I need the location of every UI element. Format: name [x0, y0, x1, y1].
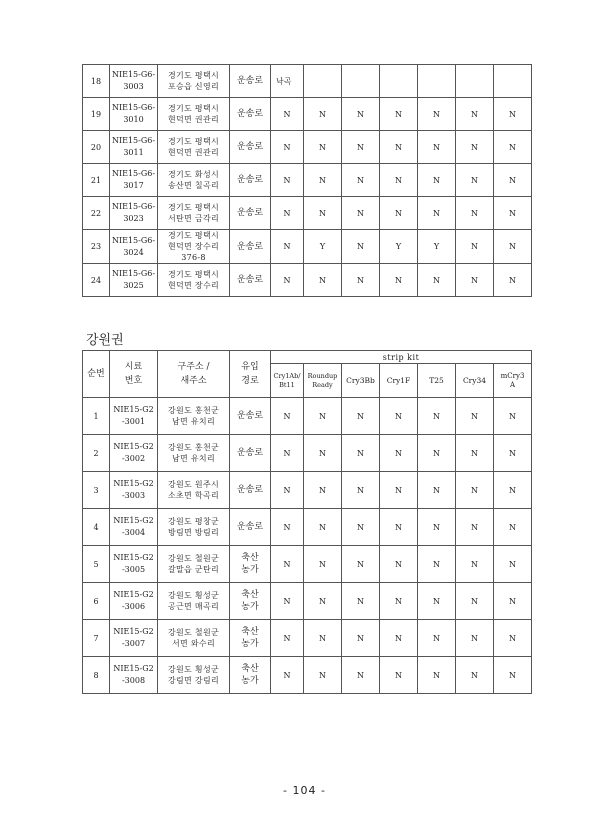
result-cell: N: [380, 583, 418, 620]
sample-code-line: NIE15-G6-: [111, 202, 156, 211]
sample-code-cell: [110, 98, 158, 131]
header-sample-number: [110, 351, 158, 398]
address-cell: [158, 546, 230, 583]
result-cell: N: [271, 657, 304, 694]
sample-code-line: -3002: [121, 454, 146, 463]
inflow-path-line: 운송로: [236, 76, 264, 86]
address-line: 경기도 화성시: [167, 170, 219, 179]
result-cell: N: [418, 509, 456, 546]
kit-column-header: [304, 364, 342, 398]
result-cell: N: [418, 583, 456, 620]
result-cell: N: [418, 131, 456, 164]
row-number: 8: [83, 657, 110, 694]
result-cell: N: [304, 131, 342, 164]
result-cell: N: [418, 264, 456, 297]
address-line: 남면 유치리: [172, 417, 215, 426]
result-cell: N: [304, 264, 342, 297]
result-cell: N: [271, 583, 304, 620]
sample-code-line: -3003: [121, 491, 146, 500]
kit-column-header: [418, 364, 456, 398]
header-strip-kit: strip kit: [271, 351, 532, 364]
result-cell: N: [494, 230, 532, 264]
result-cell: N: [380, 197, 418, 230]
header-path-line: 유입: [241, 362, 259, 372]
address-line: 경기도 평택시: [167, 270, 219, 279]
sample-code-line: 3003: [123, 82, 144, 91]
address-line: 현덕면 장수리: [167, 281, 219, 290]
address-line: 강원도 홍천군: [167, 406, 219, 415]
sample-code-line: NIE15-G6-: [111, 269, 156, 278]
table-row: [83, 657, 532, 694]
result-cell: N: [494, 197, 532, 230]
result-cell: N: [456, 509, 494, 546]
inflow-path-line: 운송로: [236, 175, 264, 185]
result-cell: N: [456, 472, 494, 509]
inflow-path-cell: [230, 264, 271, 297]
address-line: 강원도 횡성군: [167, 591, 219, 600]
result-cell: N: [380, 472, 418, 509]
sample-code-line: NIE15-G2: [113, 664, 154, 673]
result-cell: N: [456, 98, 494, 131]
row-number: 7: [83, 620, 110, 657]
kit-column-line: A: [510, 380, 516, 389]
row-number: 3: [83, 472, 110, 509]
header-order: 순번: [83, 351, 110, 398]
kit-column-line: Cry3Bb: [346, 376, 375, 385]
address-line: 현덕면 권관리: [167, 115, 219, 124]
result-cell: Y: [304, 230, 342, 264]
table-row: [83, 197, 532, 230]
inflow-path-cell: [230, 472, 271, 509]
result-cell: N: [380, 264, 418, 297]
inflow-path-line: 운송로: [236, 208, 264, 218]
inflow-path-line: 축산: [241, 553, 259, 563]
address-cell: [158, 472, 230, 509]
sample-code-cell: [110, 131, 158, 164]
table-row: [83, 264, 532, 297]
result-cell: N: [494, 435, 532, 472]
result-cell: N: [271, 197, 304, 230]
result-cell: N: [380, 98, 418, 131]
result-cell: N: [418, 620, 456, 657]
header-path-line: 경로: [241, 376, 259, 386]
result-cell: N: [456, 131, 494, 164]
inflow-path-line: 농가: [241, 565, 259, 575]
result-cell: N: [342, 435, 380, 472]
gangwon-table-body: [83, 398, 532, 694]
gangwon-table-header: [83, 351, 532, 398]
inflow-path-line: 운송로: [236, 275, 264, 285]
inflow-path-line: 축산: [241, 627, 259, 637]
address-line: 강원도 철원군: [167, 554, 219, 563]
result-cell: N: [271, 620, 304, 657]
address-line: 방림면 방림리: [167, 528, 219, 537]
result-cell: N: [494, 583, 532, 620]
result-cell: N: [418, 197, 456, 230]
table-row: [83, 472, 532, 509]
kit-column-line: Cry34: [462, 376, 487, 385]
result-cell: N: [418, 657, 456, 694]
result-cell: N: [380, 657, 418, 694]
sample-code-line: NIE15-G2: [113, 442, 154, 451]
sample-code-line: 3023: [123, 214, 144, 223]
address-line: 경기도 평택시: [167, 71, 219, 80]
result-cell: Y: [380, 230, 418, 264]
result-cell: N: [380, 620, 418, 657]
result-cell: N: [342, 164, 380, 197]
address-line: 강림면 강림리: [167, 676, 219, 685]
result-cell: N: [456, 264, 494, 297]
result-cell: [380, 65, 418, 98]
address-line: 현덕면 권관리: [167, 148, 219, 157]
sample-code-line: NIE15-G2: [113, 553, 154, 562]
result-cell: N: [494, 264, 532, 297]
result-cell: N: [304, 435, 342, 472]
sample-code-cell: [110, 472, 158, 509]
result-cell: N: [456, 435, 494, 472]
kit-column-line: Ready: [312, 380, 333, 389]
result-cell: 낙곡: [271, 65, 304, 98]
address-line: 서탄면 금각리: [167, 214, 219, 223]
inflow-path-line: 운송로: [236, 485, 264, 495]
sample-code-cell: [110, 164, 158, 197]
row-number: 18: [83, 65, 110, 98]
result-cell: N: [380, 509, 418, 546]
header-address: [158, 351, 230, 398]
address-line: 서면 와수리: [172, 639, 215, 648]
result-cell: N: [271, 546, 304, 583]
sample-code-line: -3007: [121, 639, 146, 648]
result-cell: N: [271, 230, 304, 264]
address-cell: [158, 435, 230, 472]
address-line: 376-8: [181, 253, 206, 262]
kit-column-line: Cry1Ab/: [273, 371, 301, 380]
result-cell: N: [304, 620, 342, 657]
result-cell: [342, 65, 380, 98]
kit-column-header: [494, 364, 532, 398]
address-line: 강원도 원주시: [167, 480, 219, 489]
row-number: 4: [83, 509, 110, 546]
result-cell: N: [494, 472, 532, 509]
table-row: [83, 65, 532, 98]
row-number: 2: [83, 435, 110, 472]
address-cell: [158, 398, 230, 435]
inflow-path-cell: [230, 509, 271, 546]
result-cell: N: [380, 435, 418, 472]
address-line: 현덕면 장수리: [167, 242, 219, 251]
result-cell: N: [418, 435, 456, 472]
result-cell: N: [271, 509, 304, 546]
address-line: 경기도 평택시: [167, 203, 219, 212]
kit-column-line: T25: [429, 376, 444, 385]
address-cell: [158, 264, 230, 297]
result-cell: N: [456, 230, 494, 264]
result-cell: N: [494, 131, 532, 164]
result-cell: N: [456, 398, 494, 435]
sample-code-cell: [110, 65, 158, 98]
sample-code-line: NIE15-G2: [113, 405, 154, 414]
result-cell: N: [380, 398, 418, 435]
inflow-path-line: 운송로: [236, 411, 264, 421]
result-cell: N: [304, 398, 342, 435]
address-line: 경기도 평택시: [167, 137, 219, 146]
result-cell: N: [456, 164, 494, 197]
inflow-path-cell: [230, 657, 271, 694]
kit-column-header: [342, 364, 380, 398]
sample-code-line: 3024: [123, 247, 144, 257]
row-number: 19: [83, 98, 110, 131]
result-cell: N: [494, 657, 532, 694]
result-cell: N: [418, 546, 456, 583]
sample-code-cell: [110, 197, 158, 230]
result-cell: N: [271, 472, 304, 509]
table-row: [83, 131, 532, 164]
inflow-path-cell: [230, 620, 271, 657]
gyeonggi-results-table: [82, 64, 532, 297]
inflow-path-line: 운송로: [236, 522, 264, 532]
inflow-path-cell: [230, 65, 271, 98]
inflow-path-cell: [230, 435, 271, 472]
inflow-path-line: 운송로: [236, 448, 264, 458]
inflow-path-line: 운송로: [236, 109, 264, 119]
address-line: 강원도 철원군: [167, 628, 219, 637]
address-line: 갈말읍 군탄리: [167, 565, 219, 574]
kit-column-line: Bt11: [279, 380, 295, 389]
sample-code-line: -3008: [121, 676, 146, 685]
sample-code-cell: [110, 620, 158, 657]
result-cell: N: [418, 398, 456, 435]
address-cell: [158, 657, 230, 694]
result-cell: N: [342, 620, 380, 657]
result-cell: [456, 65, 494, 98]
sample-code-line: 3017: [123, 181, 144, 190]
result-cell: N: [342, 583, 380, 620]
result-cell: N: [342, 472, 380, 509]
table-row: [83, 164, 532, 197]
result-cell: N: [456, 583, 494, 620]
result-cell: N: [271, 164, 304, 197]
sample-code-line: NIE15-G2: [113, 590, 154, 599]
address-cell: [158, 98, 230, 131]
result-cell: N: [271, 435, 304, 472]
sample-code-cell: [110, 509, 158, 546]
result-cell: N: [304, 472, 342, 509]
sample-code-cell: [110, 546, 158, 583]
result-cell: N: [494, 98, 532, 131]
inflow-path-line: 축산: [241, 664, 259, 674]
table-row: [83, 230, 532, 264]
inflow-path-cell: [230, 197, 271, 230]
address-line: 경기도 평택시: [167, 231, 219, 240]
inflow-path-line: 운송로: [236, 241, 264, 252]
sample-code-cell: [110, 583, 158, 620]
section-title: 강원권: [86, 333, 124, 348]
inflow-path-cell: [230, 98, 271, 131]
address-cell: [158, 583, 230, 620]
result-cell: N: [456, 620, 494, 657]
table-row: [83, 620, 532, 657]
result-cell: N: [456, 546, 494, 583]
table-row: [83, 398, 532, 435]
kit-column-header: [380, 364, 418, 398]
address-cell: [158, 509, 230, 546]
result-cell: N: [304, 164, 342, 197]
result-cell: N: [494, 164, 532, 197]
address-line: 송산면 칠곡리: [167, 181, 219, 190]
result-cell: N: [304, 197, 342, 230]
sample-code-cell: [110, 264, 158, 297]
result-cell: N: [494, 546, 532, 583]
result-cell: N: [342, 98, 380, 131]
address-line: 포승읍 신영리: [167, 82, 219, 91]
row-number: 5: [83, 546, 110, 583]
address-cell: [158, 230, 230, 264]
sample-code-line: -3005: [121, 565, 146, 574]
gyeonggi-table-body: [83, 65, 532, 297]
row-number: 23: [83, 230, 110, 264]
kit-column-line: Roundup: [307, 371, 338, 380]
result-cell: N: [342, 230, 380, 264]
inflow-path-cell: [230, 398, 271, 435]
sample-code-cell: [110, 435, 158, 472]
result-cell: [418, 65, 456, 98]
sample-code-line: 3010: [123, 115, 144, 124]
sample-code-line: NIE15-G6-: [111, 235, 156, 245]
inflow-path-cell: [230, 546, 271, 583]
header-address-line: 구주소 /: [177, 362, 210, 372]
row-number: 1: [83, 398, 110, 435]
result-cell: N: [342, 264, 380, 297]
address-cell: [158, 131, 230, 164]
result-cell: N: [342, 398, 380, 435]
inflow-path-line: 농가: [241, 602, 259, 612]
row-number: 6: [83, 583, 110, 620]
kit-column-line: mCry3: [500, 371, 525, 380]
address-line: 남면 유치리: [172, 454, 215, 463]
row-number: 22: [83, 197, 110, 230]
result-cell: N: [342, 131, 380, 164]
address-line: 강원도 횡성군: [167, 665, 219, 674]
result-cell: N: [418, 164, 456, 197]
result-cell: N: [304, 657, 342, 694]
address-cell: [158, 197, 230, 230]
table-row: [83, 435, 532, 472]
result-cell: Y: [418, 230, 456, 264]
sample-code-line: NIE15-G2: [113, 516, 154, 525]
sample-code-line: -3004: [121, 528, 146, 537]
result-cell: N: [271, 264, 304, 297]
header-inflow-path: [230, 351, 271, 398]
inflow-path-line: 농가: [241, 676, 259, 686]
sample-code-cell: [110, 230, 158, 264]
result-cell: N: [380, 164, 418, 197]
sample-code-line: NIE15-G6-: [111, 136, 156, 145]
table-row: [83, 546, 532, 583]
row-number: 24: [83, 264, 110, 297]
result-cell: N: [304, 546, 342, 583]
row-number: 20: [83, 131, 110, 164]
result-cell: N: [342, 197, 380, 230]
gangwon-results-table: [82, 350, 532, 694]
result-cell: N: [494, 509, 532, 546]
page-number: - 104 -: [283, 784, 326, 797]
address-line: 강원도 홍천군: [167, 443, 219, 452]
sample-code-line: NIE15-G2: [113, 479, 154, 488]
result-cell: N: [380, 546, 418, 583]
address-line: 공근면 매곡리: [167, 602, 219, 611]
inflow-path-cell: [230, 583, 271, 620]
sample-code-line: 3011: [123, 148, 144, 157]
result-cell: N: [304, 509, 342, 546]
address-line: 경기도 평택시: [167, 104, 219, 113]
row-number: 21: [83, 164, 110, 197]
inflow-path-line: 축산: [241, 590, 259, 600]
kit-column-header: [271, 364, 304, 398]
kit-column-header: [456, 364, 494, 398]
result-cell: N: [418, 472, 456, 509]
result-cell: N: [456, 657, 494, 694]
header-sample-line: 번호: [124, 376, 143, 386]
result-cell: [304, 65, 342, 98]
header-address-line: 새주소: [180, 376, 207, 386]
sample-code-line: NIE15-G2: [113, 627, 154, 636]
table-row: [83, 583, 532, 620]
table-row: [83, 98, 532, 131]
result-cell: N: [494, 398, 532, 435]
inflow-path-line: 운송로: [236, 142, 264, 152]
result-cell: N: [342, 657, 380, 694]
result-cell: N: [418, 98, 456, 131]
header-sample-line: 시료: [124, 362, 143, 372]
inflow-path-cell: [230, 230, 271, 264]
sample-code-line: -3006: [121, 602, 146, 611]
sample-code-line: NIE15-G6-: [111, 70, 156, 79]
address-cell: [158, 164, 230, 197]
kit-column-line: Cry1F: [386, 376, 411, 385]
sample-code-cell: [110, 657, 158, 694]
inflow-path-cell: [230, 164, 271, 197]
address-cell: [158, 65, 230, 98]
result-cell: N: [271, 131, 304, 164]
result-cell: N: [380, 131, 418, 164]
result-cell: N: [304, 98, 342, 131]
sample-code-line: NIE15-G6-: [111, 169, 156, 178]
result-cell: N: [271, 98, 304, 131]
table-row: [83, 509, 532, 546]
address-line: 강원도 평창군: [167, 517, 219, 526]
sample-code-line: -3001: [121, 417, 146, 426]
result-cell: N: [342, 509, 380, 546]
result-cell: N: [456, 197, 494, 230]
result-cell: N: [494, 620, 532, 657]
result-cell: N: [342, 546, 380, 583]
result-cell: N: [271, 398, 304, 435]
result-cell: [494, 65, 532, 98]
inflow-path-line: 농가: [241, 639, 259, 649]
address-line: 소초면 학곡리: [167, 491, 219, 500]
address-cell: [158, 620, 230, 657]
inflow-path-cell: [230, 131, 271, 164]
sample-code-line: 3025: [123, 281, 144, 290]
sample-code-cell: [110, 398, 158, 435]
sample-code-line: NIE15-G6-: [111, 103, 156, 112]
result-cell: N: [304, 583, 342, 620]
